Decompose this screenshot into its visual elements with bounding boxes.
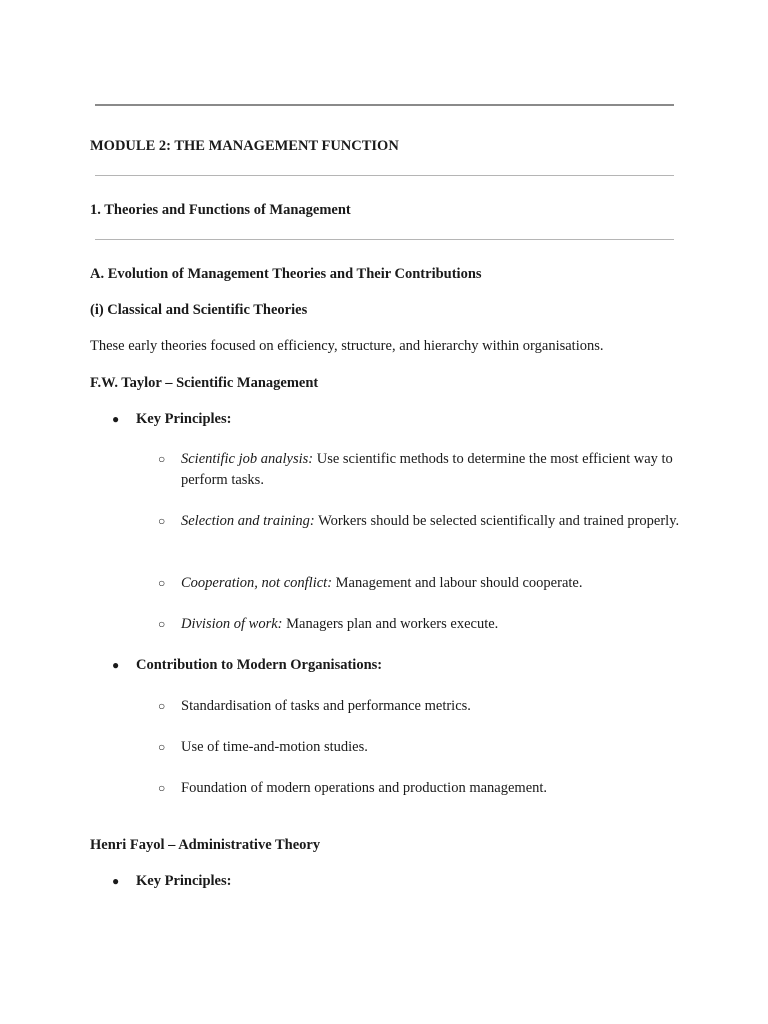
contribution-text: Standardisation of tasks and performance metrics. xyxy=(181,698,471,714)
contribution-item xyxy=(158,737,688,758)
contribution-text: Use of time-and-motion studies. xyxy=(181,739,368,755)
top-divider xyxy=(95,104,674,106)
fayol-key-principles-item xyxy=(112,871,231,891)
subsection-title: A. Evolution of Management Theories and Their Contributions xyxy=(90,266,482,282)
taylor-contribution-item xyxy=(112,655,382,675)
section-title: 1. Theories and Functions of Management xyxy=(90,202,351,218)
circle-bullet-icon: ○ xyxy=(158,576,166,590)
taylor-heading: F.W. Taylor – Scientific Management xyxy=(90,375,319,391)
circle-bullet-icon: ○ xyxy=(158,781,166,795)
part-title: (i) Classical and Scientific Theories xyxy=(90,302,308,318)
bullet-icon: ● xyxy=(112,658,120,672)
principle-item xyxy=(158,573,688,594)
intro-paragraph: These early theories focused on efficiency, structure, and hierarchy within organisations. xyxy=(90,338,604,354)
bullet-icon: ● xyxy=(112,874,120,888)
circle-bullet-icon: ○ xyxy=(158,699,166,713)
circle-bullet-icon: ○ xyxy=(158,740,166,754)
module-title: MODULE 2: THE MANAGEMENT FUNCTION xyxy=(90,138,399,154)
divider-2 xyxy=(95,239,674,240)
taylor-contribution-label: Contribution to Modern Organisations: xyxy=(136,657,383,673)
principle-text: Use scientific methods to determine the most efficient way to perform tasks. xyxy=(181,451,673,488)
principle-text: Managers plan and workers execute. xyxy=(282,616,499,632)
contribution-item xyxy=(158,778,688,799)
circle-bullet-icon: ○ xyxy=(158,617,166,631)
divider-1 xyxy=(95,175,674,176)
principle-text: Management and labour should cooperate. xyxy=(332,575,583,591)
circle-bullet-icon: ○ xyxy=(158,514,166,528)
principle-term: Cooperation, not conflict: xyxy=(181,575,333,591)
fayol-key-principles-label: Key Principles: xyxy=(136,873,232,889)
principle-term: Division of work: xyxy=(181,616,283,632)
principle-item xyxy=(158,449,688,491)
principle-term: Selection and training: xyxy=(181,513,315,529)
contribution-text: Foundation of modern operations and production management. xyxy=(181,780,548,796)
principle-item xyxy=(158,614,688,635)
principle-term: Scientific job analysis: xyxy=(181,451,314,467)
principle-item xyxy=(158,511,688,532)
contribution-item xyxy=(158,696,688,717)
circle-bullet-icon: ○ xyxy=(158,452,166,466)
taylor-key-principles-item xyxy=(112,409,231,429)
bullet-icon: ● xyxy=(112,412,120,426)
fayol-heading: Henri Fayol – Administrative Theory xyxy=(90,837,321,853)
principle-text: Workers should be selected scientifically and trained properly. xyxy=(314,513,680,529)
taylor-key-principles-label: Key Principles: xyxy=(136,411,232,427)
